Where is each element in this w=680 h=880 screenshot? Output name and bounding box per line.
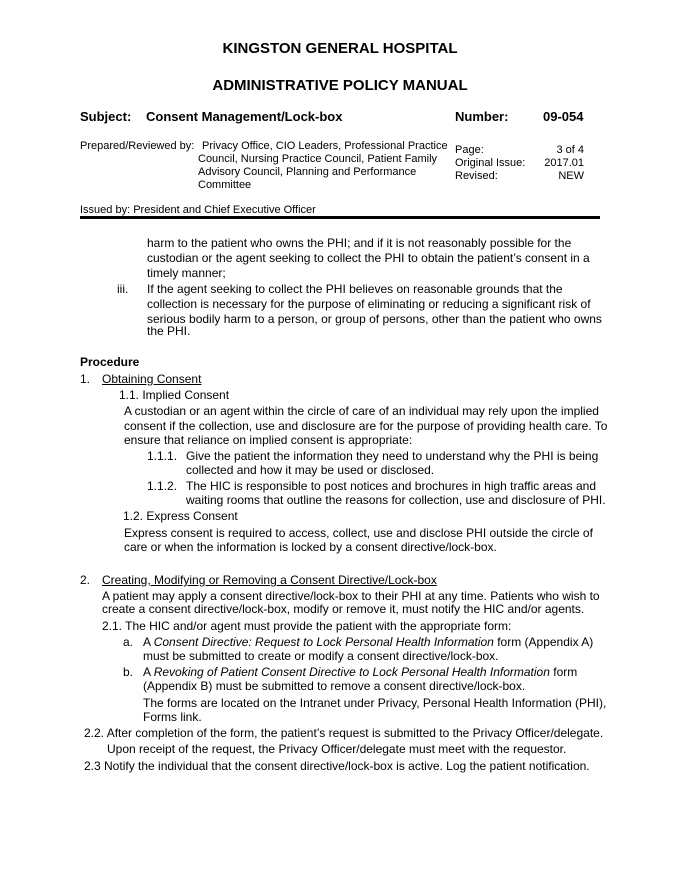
section-2-2: 2.2. After completion of the form, the patient’s request is submitted to the Privacy Officer/delegate. — [84, 726, 604, 740]
item-a-suffix: form (Appendix A) — [493, 635, 594, 649]
original-issue-value: 2017.01 — [544, 157, 584, 169]
section-1-1-1-line: collected and how it may be used or disclosed. — [186, 463, 435, 477]
item-b-line-1 — [143, 665, 577, 680]
page-value: 3 of 4 — [556, 144, 584, 156]
continuation-line: timely manner; — [147, 266, 226, 280]
section-2-line: A patient may apply a consent directive/lock-box to their PHI at any time. Patients who wish to — [102, 589, 600, 603]
section-2-2-continued: Upon receipt of the request, the Privacy Officer/delegate must meet with the requestor. — [107, 742, 567, 756]
forms-location-line: The forms are located on the Intranet under Privacy, Personal Health Information (PHI), — [143, 696, 607, 710]
item-a-prefix: A — [143, 635, 154, 649]
item-iii-line: If the agent seeking to collect the PHI believes on reasonable grounds that the — [147, 282, 563, 296]
section-1-title: Obtaining Consent — [102, 372, 202, 386]
procedure-heading: Procedure — [80, 355, 140, 369]
section-1-1-line: A custodian or an agent within the circle of care of an individual may rely upon the implied — [124, 404, 599, 418]
prepared-line: Privacy Office, CIO Leaders, Professional Practice — [202, 140, 448, 152]
section-1-1-line: consent if the collection, use and disclosure are for the purpose of providing health care. To — [124, 419, 608, 433]
section-1-1-1-number: 1.1.1. — [147, 449, 178, 463]
prepared-line: Advisory Council, Planning and Performance — [198, 166, 417, 178]
continuation-line: harm to the patient who owns the PHI; and if it is not reasonably possible for the — [147, 236, 572, 250]
prepared-line: Council, Nursing Practice Council, Patient Family — [198, 153, 438, 165]
prepared-line: Committee — [198, 179, 252, 191]
item-iii-line: serious bodily harm to a person, or group of persons, other than the patient who owns — [147, 312, 602, 326]
number-label: Number: — [455, 109, 509, 124]
section-1-1-1-line: Give the patient the information they need to understand why the PHI is being — [186, 449, 599, 463]
continuation-line: custodian or the agent seeking to collect the PHI to obtain the patient’s consent in a — [147, 251, 590, 265]
subject-value: Consent Management/Lock-box — [146, 109, 343, 124]
section-2-3: 2.3 Notify the individual that the consent directive/lock-box is active. Log the patient notification. — [84, 759, 590, 773]
item-iii-line: collection is necessary for the purpose of eliminating or reducing a significant risk of — [147, 297, 591, 311]
revised-label: Revised: — [455, 170, 498, 182]
manual-title: ADMINISTRATIVE POLICY MANUAL — [212, 77, 468, 94]
item-a-line-1 — [143, 635, 593, 650]
section-2-line: create a consent directive/lock-box, modify or remove it, must notify the HIC and/or agents. — [102, 602, 585, 616]
number-value: 09-054 — [543, 109, 584, 124]
section-1-1-2-line: The HIC is responsible to post notices and brochures in high traffic areas and — [186, 479, 597, 493]
section-2-title: Creating, Modifying or Removing a Consent Directive/Lock-box — [102, 573, 437, 587]
section-2-number: 2. — [80, 573, 91, 587]
item-iii-marker: iii. — [117, 282, 129, 296]
item-iii-line: the PHI. — [147, 324, 191, 338]
subject-label: Subject: — [80, 109, 132, 124]
section-1-2-line: care or when the information is locked by a consent directive/lock-box. — [124, 540, 497, 554]
org-title: KINGSTON GENERAL HOSPITAL — [222, 40, 458, 57]
section-1-1-2-line: waiting rooms that outline the reasons for collection, use and disclosure of PHI. — [186, 493, 606, 507]
item-b-suffix: form — [549, 665, 578, 679]
section-1-1-2-number: 1.1.2. — [147, 479, 178, 493]
forms-location-line: Forms link. — [143, 710, 202, 724]
item-a-line-2: must be submitted to create or modify a consent directive/lock-box. — [143, 649, 499, 663]
section-1-number: 1. — [80, 372, 91, 386]
section-1-2-line: Express consent is required to access, collect, use and disclose PHI outside the circle of — [124, 526, 593, 540]
prepared-label: Prepared/Reviewed by: — [80, 140, 195, 152]
section-2-1: 2.1. The HIC and/or agent must provide the patient with the appropriate form: — [102, 619, 512, 633]
revised-value: NEW — [558, 170, 584, 182]
issued-by: Issued by: President and Chief Executive Officer — [80, 204, 316, 216]
section-1-1-line: ensure that reliance on implied consent is appropriate: — [124, 433, 413, 447]
original-issue-label: Original Issue: — [455, 157, 526, 169]
item-b-form-name: Revoking of Patient Consent Directive to Lock Personal Health Information — [153, 665, 550, 679]
section-1-2-title: 1.2. Express Consent — [123, 509, 238, 523]
item-a-form-name: Consent Directive: Request to Lock Personal Health Information — [153, 635, 494, 649]
page-label: Page: — [455, 144, 484, 156]
item-a-marker: a. — [123, 635, 134, 649]
item-b-marker: b. — [123, 665, 134, 679]
item-b-prefix: A — [143, 665, 154, 679]
header-divider — [80, 216, 600, 219]
item-b-line-2: (Appendix B) must be submitted to remove a consent directive/lock-box. — [143, 679, 526, 693]
section-1-1-title: 1.1. Implied Consent — [119, 388, 230, 402]
